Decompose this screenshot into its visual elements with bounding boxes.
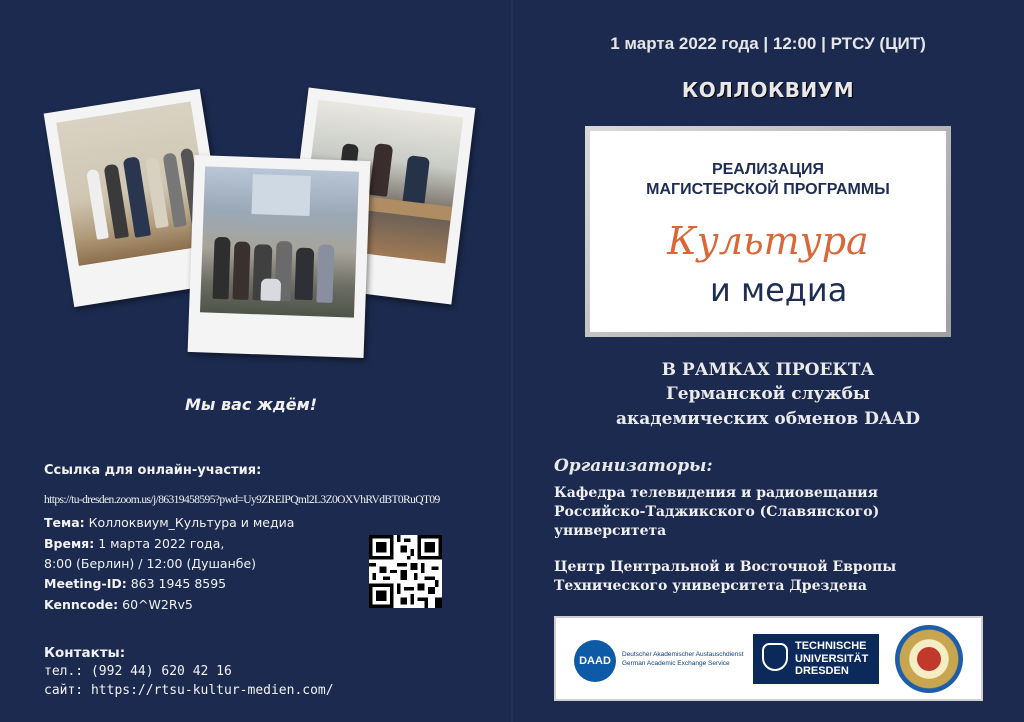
program-line2: МАГИСТЕРСКОЙ ПРОГРАММЫ	[646, 181, 890, 198]
program-title-box	[585, 126, 951, 337]
kenn-value: 60^W2Rv5	[122, 597, 193, 612]
photo-image-1	[56, 101, 213, 265]
zoom-link[interactable]: https://tu-dresden.zoom.us/j/86319458595?pwd=Uy9ZREIPQml2L3Z0OXVhRVdBT0RuQT09	[44, 494, 440, 506]
contacts-phone: тел.: (992 44) 620 42 16	[44, 664, 232, 679]
frame-line2: Германской службы	[666, 384, 870, 404]
time-label: Время:	[44, 536, 95, 551]
contacts-label: Контакты:	[44, 645, 126, 661]
daad-text-en: German Academic Exchange Service	[622, 660, 730, 667]
daad-logo: DAAD	[574, 640, 616, 682]
theme-label: Тема:	[44, 515, 85, 530]
kenn-row	[44, 597, 193, 612]
kenn-label: Kenncode:	[44, 597, 119, 612]
time-value: 1 марта 2022 года,	[98, 536, 225, 551]
tu-dresden-logo	[753, 634, 879, 684]
partner-logos	[556, 618, 981, 699]
meeting-value: 863 1945 8595	[130, 576, 227, 591]
theme-value: Коллоквиум_Культура и медиа	[88, 515, 295, 530]
daad-text	[622, 650, 743, 668]
time-row	[44, 536, 224, 551]
program-script-title: Культура	[667, 219, 869, 263]
org2-line2: Технического университета Дрездена	[554, 578, 867, 594]
org1-line2: Российско-Таджикского (Славянского)	[554, 504, 880, 520]
tu-dresden-icon	[762, 643, 788, 671]
meeting-row	[44, 576, 226, 591]
tud-line2: UNIVERSITÄT	[795, 652, 869, 665]
org2-line1: Центр Центральной и Восточной Европы	[554, 559, 897, 575]
daad-text-de: Deutscher Akademischer Austauschdienst	[622, 651, 744, 658]
event-date: 1 марта 2022 года | 12:00 | РТСУ (ЦИТ)	[610, 34, 926, 53]
frame-line1: В РАМКАХ ПРОЕКТА	[661, 360, 875, 380]
photo-group-3	[188, 155, 371, 358]
link-title: Ссылка для онлайн-участия:	[44, 463, 262, 478]
frame-line3: академических обменов DAAD	[615, 409, 921, 429]
colloquium-title: КОЛЛОКВИУМ	[681, 78, 855, 102]
program-media-title: и медиа	[710, 271, 848, 309]
organizers-title: Организаторы:	[554, 456, 713, 476]
program-line1: РЕАЛИЗАЦИЯ	[711, 161, 825, 178]
time-line2: 8:00 (Берлин) / 12:00 (Душанбе)	[44, 556, 257, 571]
photo-image-3	[200, 166, 359, 317]
qr-code[interactable]	[369, 535, 442, 608]
tud-line3: DRESDEN	[795, 665, 849, 677]
welcome-text: Мы вас ждём!	[185, 395, 318, 414]
meeting-label: Meeting-ID:	[44, 576, 127, 591]
rtsu-seal-icon	[895, 625, 963, 693]
org1-line3: университета	[554, 523, 667, 539]
tud-line1: TECHNISCHE	[795, 640, 867, 652]
contacts-site[interactable]: сайт: https://rtsu-kultur-medien.com/	[44, 683, 334, 698]
org1-line1: Кафедра телевидения и радиовещания	[554, 485, 878, 501]
theme-row	[44, 515, 294, 530]
right-panel	[512, 0, 1024, 722]
